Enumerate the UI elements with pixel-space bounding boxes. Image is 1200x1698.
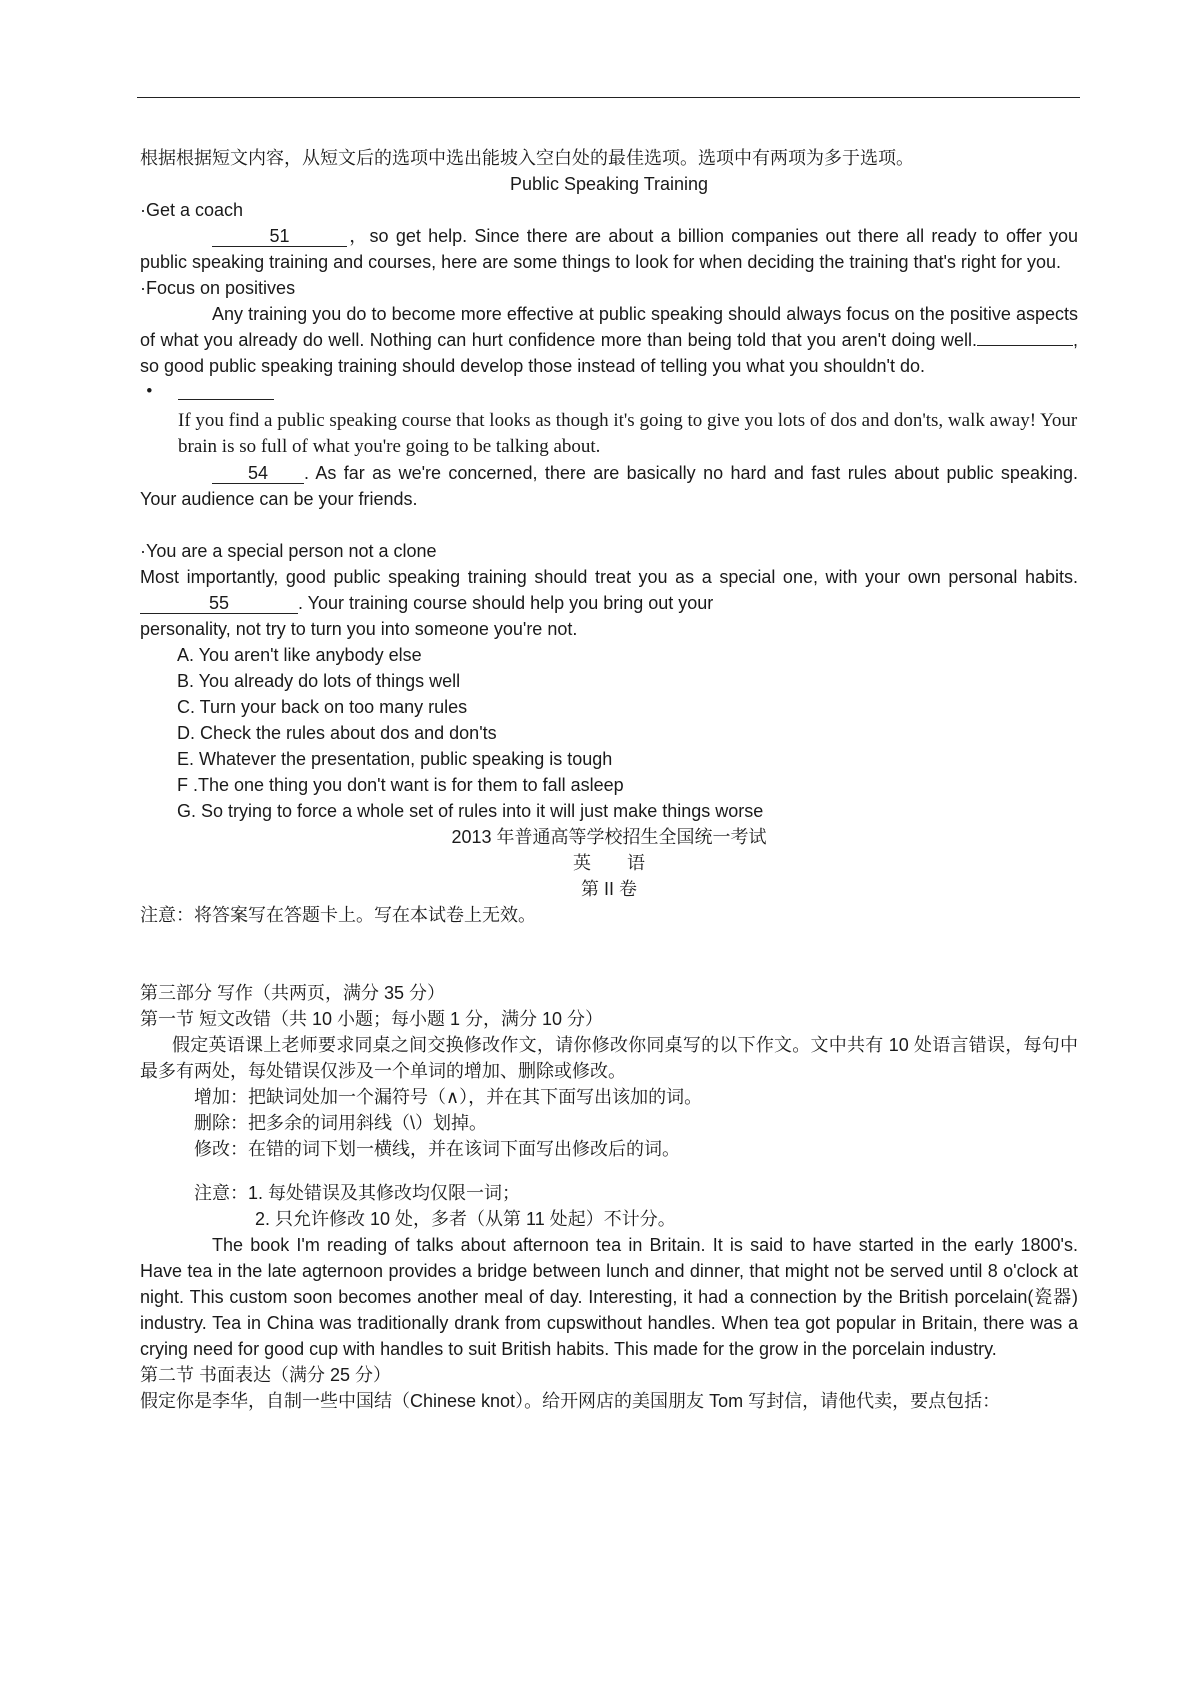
special-heading: ·You are a special person not a clone — [140, 541, 437, 561]
option-b: B. You already do lots of things well — [177, 671, 461, 691]
positives-paragraph: Any training you do to become more effective at public speaking should always focus on the positive aspects of what you already do well. Nothing can hurt confidence more than being told that you aren't doing well. , so good public speaking training should develop those instead of telling you what you shouldn't do. — [140, 304, 1078, 376]
bullet-icon: • — [146, 381, 153, 402]
rule-modify: 修改：在错的词下划一横线，并在该词下面写出修改后的词。 — [194, 1139, 680, 1159]
note-2: 2. 只允许修改 10 处，多者（从第 11 处起）不计分。 — [255, 1209, 676, 1229]
blank54-paragraph: 54 . As far as we're concerned, there are basically no hard and fast rules about public speaking. Your audience can be your friends. — [140, 463, 1078, 509]
option-g: G. So trying to force a whole set of rules into it will just make things worse — [177, 801, 764, 821]
exam-subject: 英 语 — [573, 853, 645, 873]
option-c: C. Turn your back on too many rules — [177, 697, 468, 717]
blank-53 — [178, 379, 274, 400]
exam-volume: 第 II 卷 — [580, 879, 637, 899]
coach-heading: ·Get a coach — [140, 200, 244, 220]
rule-add: 增加：把缺词处加一个漏符号（∧），并在其下面写出该加的词。 — [194, 1087, 703, 1107]
blank-52 — [977, 345, 1073, 346]
error-correction-passage: The book I'm reading of talks about afternoon tea in Britain. It is said to have started in the early 1800's. Have tea in the late agternoon provides a bridge between lunch and dinner, that might not be served until 8 o'clock at night. This custom soon becomes another meal of day. Interesting, it had a connection by the British porcelain(瓷器) industry. Tea in China was traditionally drank from cupswithout handles. When tea got popular in Britain, there was a crying need for good cup with handles to suit British habits. This made for the grow in the porcelain industry. — [140, 1235, 1078, 1359]
coach-paragraph: 51 ，so get help. Since there are about a billion companies out there all ready to offer you public speaking training and courses, here are some things to look for when deciding the training that's right for you. — [140, 226, 1078, 272]
section2-text: 假定你是李华，自制一些中国结（Chinese knot）。给开网店的美国朋友 Tom 写封信，请他代卖，要点包括： — [140, 1391, 1001, 1411]
exam-title: 2013 年普通高等学校招生全国统一考试 — [451, 827, 767, 847]
option-a: A. You aren't like anybody else — [177, 645, 422, 665]
rules-paragraph: If you find a public speaking course that looks as though it's going to give you lots of dos and don'ts, walk away! Your brain is so full of what you're going to be talking about. — [178, 410, 1078, 457]
positives-heading: ·Focus on positives — [140, 278, 296, 298]
section2-heading: 第二节 书面表达（满分 25 分） — [140, 1365, 392, 1385]
blank-55: 55 — [140, 593, 298, 614]
instructions: 根据根据短文内容，从短文后的选项中选出能坡入空白处的最佳选项。选项中有两项为多于选项。 — [140, 148, 914, 168]
header-rule — [137, 97, 1080, 98]
section1-heading: 第一节 短文改错（共 10 小题；每小题 1 分，满分 10 分） — [140, 1009, 604, 1029]
exam-note: 注意：将答案写在答题卡上。写在本试卷上无效。 — [140, 905, 536, 925]
document-body — [140, 145, 1078, 1414]
section1-intro: 假定英语课上老师要求同桌之间交换修改作文，请你修改你同桌写的以下作文。文中共有 10 处语言错误，每句中最多有两处，每处错误仅涉及一个单词的增加、删除或修改。 — [140, 1035, 1078, 1081]
blank-51: 51 — [212, 226, 347, 247]
rule-delete: 删除：把多余的词用斜线（\）划掉。 — [194, 1113, 487, 1133]
blank-54: 54 — [212, 463, 304, 484]
options-list — [140, 642, 1078, 824]
passage-title: Public Speaking Training — [509, 174, 709, 194]
part3-heading: 第三部分 写作（共两页，满分 35 分） — [140, 983, 446, 1003]
option-e: E. Whatever the presentation, public speaking is tough — [177, 749, 613, 769]
option-f: F .The one thing you don't want is for them to fall asleep — [177, 775, 624, 795]
option-d: D. Check the rules about dos and don'ts — [177, 723, 497, 743]
note-1: 注意：1. 每处错误及其修改均仅限一词； — [194, 1183, 521, 1203]
special-paragraph-end: personality, not try to turn you into someone you're not. — [140, 619, 578, 639]
special-paragraph: Most importantly, good public speaking training should treat you as a special one, with your own personal habits.55 . Your training course should help you bring out your — [140, 567, 1078, 613]
bullet-heading — [140, 379, 1078, 408]
